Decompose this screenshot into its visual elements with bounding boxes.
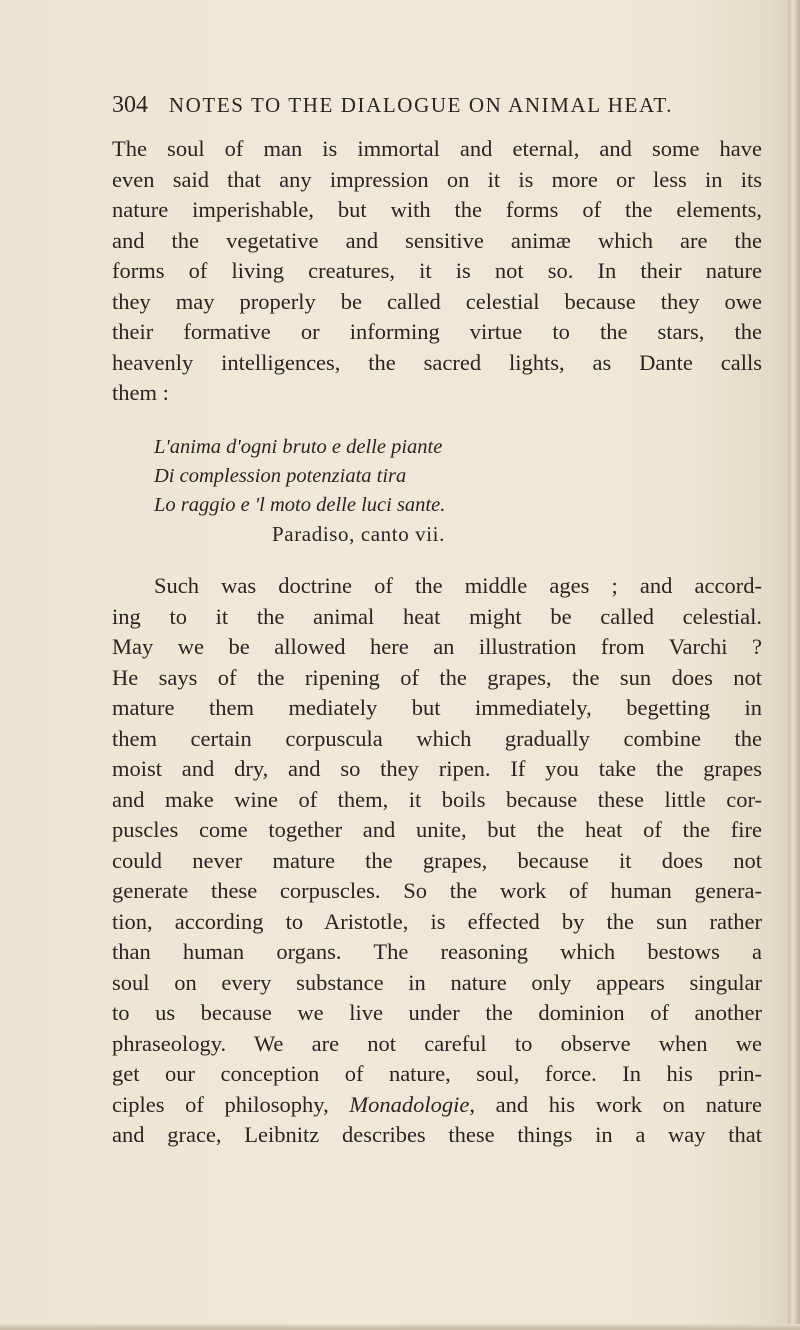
text-line: He says of the ripening of the grapes, the sun does not bbox=[112, 664, 762, 690]
text-run: ciples of philosophy, bbox=[112, 1091, 350, 1117]
page-edge-bottom bbox=[0, 1324, 800, 1330]
text-line: get our conception of nature, soul, force. In his prin- bbox=[112, 1061, 762, 1086]
page-edge-right bbox=[788, 0, 800, 1330]
text-line: them certain corpuscula which gradually combine the bbox=[112, 725, 762, 751]
text-line: generate these corpuscles. So the work of human genera- bbox=[112, 878, 762, 903]
text-line: and grace, Leibnitz describes these things in a way that bbox=[112, 1122, 762, 1147]
text-line: and make wine of them, it boils because these little cor- bbox=[112, 786, 762, 812]
text-line: and the vegetative and sensitive animæ which are the bbox=[112, 227, 762, 253]
text-line: their formative or informing virtue to the stars, the bbox=[112, 319, 762, 344]
text-line: forms of living creatures, it is not so. In their nature bbox=[112, 258, 762, 283]
paragraph-1 bbox=[112, 134, 762, 409]
paragraph-2 bbox=[112, 571, 762, 1151]
text-line: puscles come together and unite, but the heat of the fire bbox=[112, 817, 762, 842]
text-line: than human organs. The reasoning which bestows a bbox=[112, 939, 762, 964]
text-line: heavenly intelligences, the sacred lights, as Dante calls bbox=[112, 349, 762, 375]
text-line: mature them mediately but immediately, begetting in bbox=[112, 695, 762, 720]
text-line: they may properly be called celestial because they owe bbox=[112, 288, 762, 314]
text-line-with-italic bbox=[112, 1090, 762, 1121]
verse-line: L'anima d'ogni bruto e delle piante bbox=[154, 436, 443, 458]
text-line: nature imperishable, but with the forms of the elements, bbox=[112, 197, 762, 222]
running-head bbox=[112, 92, 732, 119]
verse-line: Di complession potenziata tira bbox=[154, 465, 407, 487]
text-line: even said that any impression on it is more or less in its bbox=[112, 166, 762, 192]
page-number: 304 bbox=[112, 92, 148, 118]
text-line: The soul of man is immortal and eternal, and some have bbox=[112, 136, 762, 161]
verse-source: Paradiso, canto vii. bbox=[272, 522, 445, 546]
text-line: to us because we live under the dominion of another bbox=[112, 1000, 762, 1025]
text-line: Such was doctrine of the middle ages ; and accord- bbox=[154, 573, 762, 598]
text-line: ing to it the animal heat might be called celestial. bbox=[112, 603, 762, 629]
text-line: could never mature the grapes, because it does not bbox=[112, 847, 762, 873]
italic-title-monadologie: Monadologie bbox=[349, 1091, 470, 1117]
text-line: May we be allowed here an illustration from Varchi ? bbox=[112, 634, 762, 659]
running-title: NOTES TO THE DIALOGUE ON ANIMAL HEAT. bbox=[168, 93, 674, 117]
text-run: , and his work on nature bbox=[469, 1091, 763, 1117]
text-line: moist and dry, and so they ripen. If you take the grapes bbox=[112, 756, 762, 781]
verse-quotation bbox=[154, 433, 674, 520]
text-line: soul on every substance in nature only appears singular bbox=[112, 969, 762, 995]
text-line: phraseology. We are not careful to observe when we bbox=[112, 1030, 762, 1056]
text-line: tion, according to Aristotle, is effected by the sun rather bbox=[112, 908, 762, 934]
verse-line: Lo raggio e 'l moto delle luci sante. bbox=[154, 494, 446, 516]
text-line: them : bbox=[112, 380, 169, 405]
